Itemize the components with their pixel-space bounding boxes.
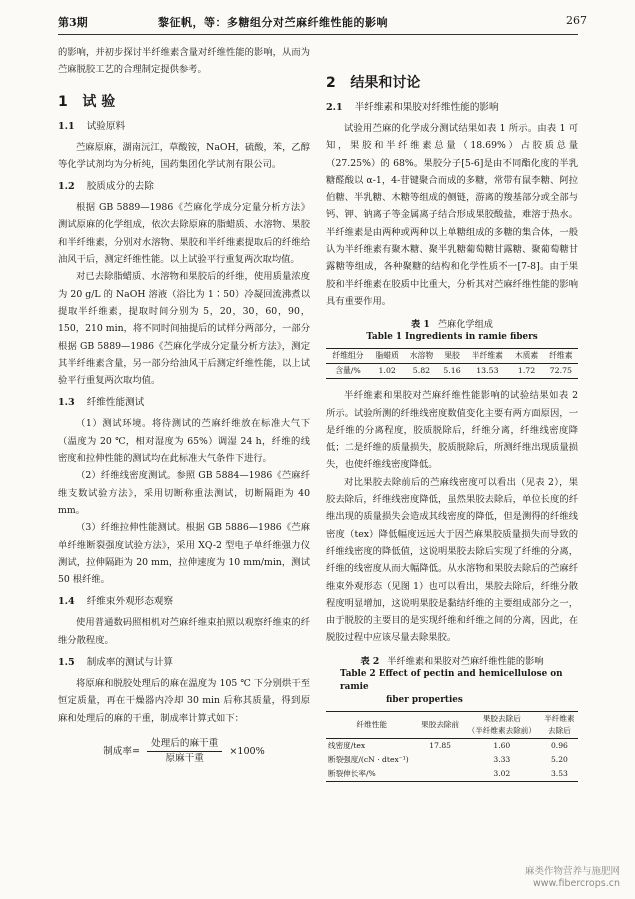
table1-caption-en: Table 1 Ingredients in ramie fibers: [366, 332, 538, 343]
table-cell: [417, 753, 462, 767]
table-cell: 断裂强度/(cN · dtex⁻¹): [328, 754, 409, 764]
table-cell: 断裂伸长率/%: [328, 768, 376, 778]
table-row: [326, 767, 578, 782]
table-header-row: [326, 349, 578, 364]
table-header-cell: 脂蜡质: [375, 351, 399, 361]
table-number: 表 1: [411, 319, 430, 331]
paragraph: （2）纤维线密度测试。参照 GB 5884—1986《苎麻纤维支数试验方法》，采用切断称重法测试，切断隔距为 40 mm。: [58, 470, 310, 516]
section-heading-2: [326, 74, 578, 92]
section-title: 结果和讨论: [350, 75, 421, 91]
table-row: [326, 738, 578, 753]
subsection-number: 2.1: [326, 102, 343, 113]
paragraph: 根据 GB 5889—1986《苎麻化学成分定量分析方法》测试原麻的化学组成，依次去除原麻的脂蜡质、水溶物、果胶和半纤维素，分别对水溶物、果胶和半纤维素提取后的纤维给油风干后，测定纤维性能。以上试验平行重复两次取均值。: [58, 202, 310, 266]
table-header-cell: 纤维组分: [332, 351, 364, 361]
subsection-title: 制成率的测试与计算: [86, 657, 174, 669]
table-cell: 5.82: [412, 366, 431, 376]
paragraph: （3）纤维拉伸性能测试。根据 GB 5886—1986《苎麻单纤维断裂强度试验方法》，采用 XQ-2 型电子单纤维强力仪测试，拉伸隔距为 20 mm，拉伸速度为 10 mm/min，测试 50 根纤维。: [58, 522, 310, 586]
section-title: 试 验: [82, 93, 116, 110]
issue-label: 第3期: [58, 16, 88, 29]
section-number: 1: [58, 93, 68, 110]
subsection-title: 胶质成分的去除: [86, 181, 154, 193]
table2-effect: [326, 711, 578, 782]
subsection-title: 纤维束外观形态观察: [86, 596, 174, 608]
page-number: 267: [566, 14, 587, 27]
section-heading-1: [58, 93, 310, 111]
paragraph: 将原麻和脱胶处理后的麻在温度为 105 ℃ 下分别烘干至恒定质量，再在干燥器内冷却 30 min 后称其质量，得到原麻和处理后的麻的干重，制成率计算式如下：: [58, 678, 310, 724]
subsection-number: 1.5: [58, 657, 75, 669]
table-cell: 线密度/tex: [328, 740, 366, 750]
subsection-heading: [58, 655, 310, 671]
table-cell: 13.53: [476, 366, 499, 376]
table-header-cell: 果胶去除前: [421, 719, 460, 729]
table1-ingredients: [326, 348, 578, 379]
subsection-number: 1.2: [58, 181, 75, 193]
table-cell: 5.20: [550, 754, 568, 764]
table-number: 表 2: [360, 655, 380, 667]
header-rule: [58, 34, 578, 35]
watermark: [494, 866, 620, 890]
intro-paragraph: 的影响，并初步探讨半纤维素含量对纤维性能的影响，从而为苎麻脱胶工艺的合理制定提供参考。: [58, 47, 310, 76]
subsection-title: 半纤维素和果胶对纤维性能的影响: [354, 102, 499, 113]
table-row: [326, 364, 578, 379]
table-header-cell: 纤维性能: [356, 719, 387, 729]
table-title: 半纤维素和果胶对苎麻纤维性能的影响: [387, 655, 544, 667]
table-cell: 1.72: [517, 366, 536, 376]
table-header-cell: 半纤维素 去除后: [544, 713, 575, 735]
subsection-title: 纤维性能测试: [86, 397, 145, 409]
subsection-heading: [58, 395, 310, 411]
watermark-line: 麻类作物营养与施肥网: [524, 866, 620, 877]
paragraph: 半纤维素和果胶对苎麻纤维性能影响的试验结果如表 2 所示。试验所测的纤维线密度数值变化主要有两方面原因，一是纤维的分离程度，胶质脱除后，纤维分离，纤维线密度降低；二是纤维的质量损失，胶质脱除后，所测纤维出现质量损失，也使纤维线密度降低。: [326, 390, 578, 471]
table-row: [326, 753, 578, 767]
table2-caption-en-2: fiber properties: [386, 694, 463, 705]
subsection-heading: [58, 179, 310, 195]
table-cell: 72.75: [549, 366, 572, 376]
subsection-heading: [58, 594, 310, 610]
table-header-cell: 果胶: [444, 351, 460, 361]
table1-caption: [326, 318, 578, 331]
section-number: 2: [326, 75, 336, 91]
table-cell: 3.33: [493, 754, 511, 764]
table-header-cell: 纤维素: [549, 351, 573, 361]
paragraph: 试验用苎麻的化学成分测试结果如表 1 所示。由表 1 可知，果胶和半纤维素总量（18.69%）占胶质总量（27.25%）的 68%。果胶分子[5-6]是由不同酯化度的半乳糖醛酸以 α-1，4-苷键聚合而成的多糖，常带有鼠李糖、阿拉伯糖、半乳糖、木糖等组成的侧链，游离的羧基部分或全部与钙、钾、钠离子等金属离子结合形成果胶酸盐，难溶于热水。半纤维素是由两种或两种以上单糖组成的多糖的集合体，一般认为半纤维素有聚木糖、聚半乳糖葡萄糖甘露糖、聚葡萄糖甘露糖等组成，各种聚糖的结构和化学性质不一[7-8]。由于果胶和半纤维素在胶质中比重大，分析其对苎麻纤维性能的影响具有重要作用。: [326, 123, 578, 307]
subsection-heading: [326, 100, 578, 116]
paragraph: 使用普通数码照相机对苎麻纤维束拍照以观察纤维束的纤维分散程度。: [58, 617, 310, 646]
subsection-number: 1.4: [58, 596, 75, 608]
subsection-number: 1.3: [58, 397, 75, 409]
page-header: [0, 6, 635, 34]
running-title: 黎征帆，等：多糖组分对苎麻纤维性能的影响: [158, 16, 388, 29]
formula-lhs: 制成率=: [103, 745, 141, 757]
table-cell: 5.16: [443, 366, 461, 376]
formula-denominator: 原麻干重: [165, 752, 204, 764]
formula-numerator: 处理后的麻干重: [147, 737, 222, 752]
table2-caption: [326, 655, 578, 668]
table-cell: 3.02: [493, 768, 511, 778]
yield-formula: [58, 737, 310, 766]
formula-fraction: [147, 737, 222, 766]
paragraph: 对已去除脂蜡质、水溶物和果胶后的纤维，使用质量浓度为 20 g/L 的 NaOH 溶液（浴比为 1∶50）冷凝回流沸煮以提取半纤维素，提取时间分别为 5，20，30，60，90，150，210 min，将不同时间抽提后的试样分两部分，一部分根据 GB 5889—1986《苎麻化学成分定量分析方法》，测定其半纤维素含量，另一部分给油风干后测定纤维性能，以上试验平行重复两次取均值。: [58, 271, 310, 387]
table-cell: 1.02: [378, 366, 396, 376]
table-cell: 17.85: [429, 740, 451, 750]
table2-caption-en-1: Table 2 Effect of pectin and hemicellulose on ramie: [340, 668, 563, 692]
table-header-cell: 木质素: [514, 351, 539, 361]
subsection-title: 试验原料: [86, 120, 126, 132]
formula-rhs: ×100%: [229, 745, 265, 757]
table-title: 苎麻化学组成: [437, 319, 493, 331]
table-header-cell: 水溶物: [409, 351, 434, 361]
paragraph: 对比果胶去除前后的苎麻线密度可以看出（见表 2），果胶去除后，纤维线密度降低，虽然果胶去除后，单位长度的纤维出现的质量损失会造成其线密度的降低，但是测得的纤维线密度（tex）降低幅度远远大于因苎麻果胶质量损失而导致的纤维线密度的降低值，这说明果胶去除后实现了纤维的分离，纤维的线密度从而大幅降低。从水溶物和果胶去除后的苎麻纤维束外观形态（见图 1）也可以看出，果胶去除后，纤维分散程度明显增加，这说明果胶是黏结纤维的主要组成部分之一，由于脱胶的主要目的是实现纤维和纤维之间的分离，因此，在脱胶过程中应该尽量去除果胶。: [326, 476, 578, 644]
watermark-line: www.fibercrops.cn: [533, 878, 620, 889]
subsection-heading: [58, 119, 310, 135]
table-header-cell: 果胶去除后 （半纤维素去除前）: [467, 713, 536, 735]
paragraph: 苎麻原麻，湖南沅江，草酸铵，NaOH，硫酸，苯，乙醇等化学试剂均为分析纯，国药集团化学试剂有限公司。: [58, 141, 310, 170]
table-cell: 1.60: [493, 740, 511, 750]
table-cell: [417, 767, 462, 782]
subsection-number: 1.1: [58, 120, 75, 132]
table-cell: 含量/%: [335, 366, 361, 376]
table-cell: 0.96: [550, 740, 568, 750]
paragraph: （1）测试环境。将待测试的苎麻纤维放在标准大气下（温度为 20 ℃，相对湿度为 65%）调湿 24 h，纤维的线密度和拉伸性能的测试均在此标准大气条件下进行。: [58, 418, 310, 465]
table-cell: 3.53: [550, 768, 568, 778]
left-column: [58, 44, 310, 766]
table-header-row: [326, 711, 578, 738]
table-header-cell: 半纤维素: [471, 351, 503, 361]
right-column: [326, 44, 578, 782]
